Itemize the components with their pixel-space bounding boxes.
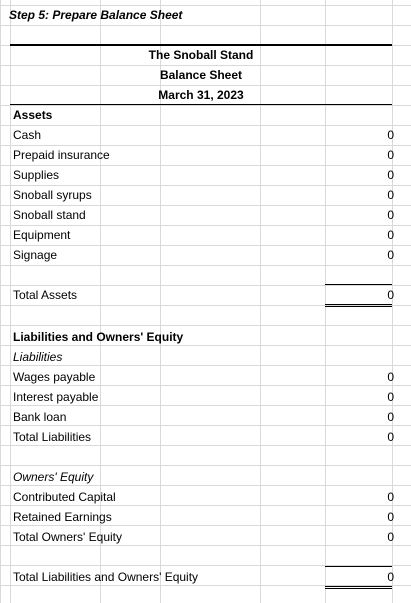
total-liabilities-label[interactable]: Total Liabilities	[13, 430, 92, 444]
liability-label[interactable]: Bank loan	[13, 410, 67, 424]
liabilities-equity-heading: Liabilities and Owners' Equity	[13, 330, 184, 344]
asset-value[interactable]: 0	[387, 228, 394, 242]
equity-label[interactable]: Contributed Capital	[13, 490, 116, 504]
asset-label[interactable]: Supplies	[13, 168, 60, 182]
equity-label[interactable]: Retained Earnings	[13, 510, 112, 524]
total-equity-label[interactable]: Total Owners' Equity	[13, 530, 123, 544]
asset-value[interactable]: 0	[387, 208, 394, 222]
asset-value[interactable]: 0	[387, 248, 394, 262]
asset-value[interactable]: 0	[387, 168, 394, 182]
asset-label[interactable]: Prepaid insurance	[13, 148, 110, 162]
liability-value[interactable]: 0	[387, 410, 394, 424]
asset-label[interactable]: Snoball syrups	[13, 188, 92, 202]
asset-label[interactable]: Equipment	[13, 228, 71, 242]
asset-label[interactable]: Snoball stand	[13, 208, 86, 222]
assets-heading: Assets	[13, 108, 53, 122]
asset-value[interactable]: 0	[387, 188, 394, 202]
liability-value[interactable]: 0	[387, 390, 394, 404]
total-equity-value[interactable]: 0	[387, 530, 394, 544]
equity-value[interactable]: 0	[387, 510, 394, 524]
asset-value[interactable]: 0	[387, 148, 394, 162]
grand-total-value[interactable]: 0	[387, 570, 394, 584]
total-assets-double-border	[325, 304, 392, 305]
statement-date: March 31, 2023	[158, 88, 244, 102]
equity-heading: Owners' Equity	[13, 470, 94, 484]
grand-total-label[interactable]: Total Liabilities and Owners' Equity	[13, 570, 199, 584]
company-name: The Snoball Stand	[148, 48, 254, 62]
total-assets-value[interactable]: 0	[387, 288, 394, 302]
asset-value[interactable]: 0	[387, 128, 394, 142]
liability-value[interactable]: 0	[387, 370, 394, 384]
total-assets-double-border	[325, 306, 392, 307]
step-title: Step 5: Prepare Balance Sheet	[9, 8, 183, 22]
liabilities-heading: Liabilities	[13, 350, 63, 364]
asset-label[interactable]: Cash	[13, 128, 42, 142]
total-assets-label[interactable]: Total Assets	[13, 288, 78, 302]
total-liabilities-value[interactable]: 0	[387, 430, 394, 444]
liability-label[interactable]: Interest payable	[13, 390, 99, 404]
grand-total-double-border	[325, 588, 392, 589]
statement-name: Balance Sheet	[159, 68, 243, 82]
grand-total-double-border	[325, 586, 392, 587]
asset-label[interactable]: Signage	[13, 248, 58, 262]
liability-label[interactable]: Wages payable	[13, 370, 96, 384]
equity-value[interactable]: 0	[387, 490, 394, 504]
